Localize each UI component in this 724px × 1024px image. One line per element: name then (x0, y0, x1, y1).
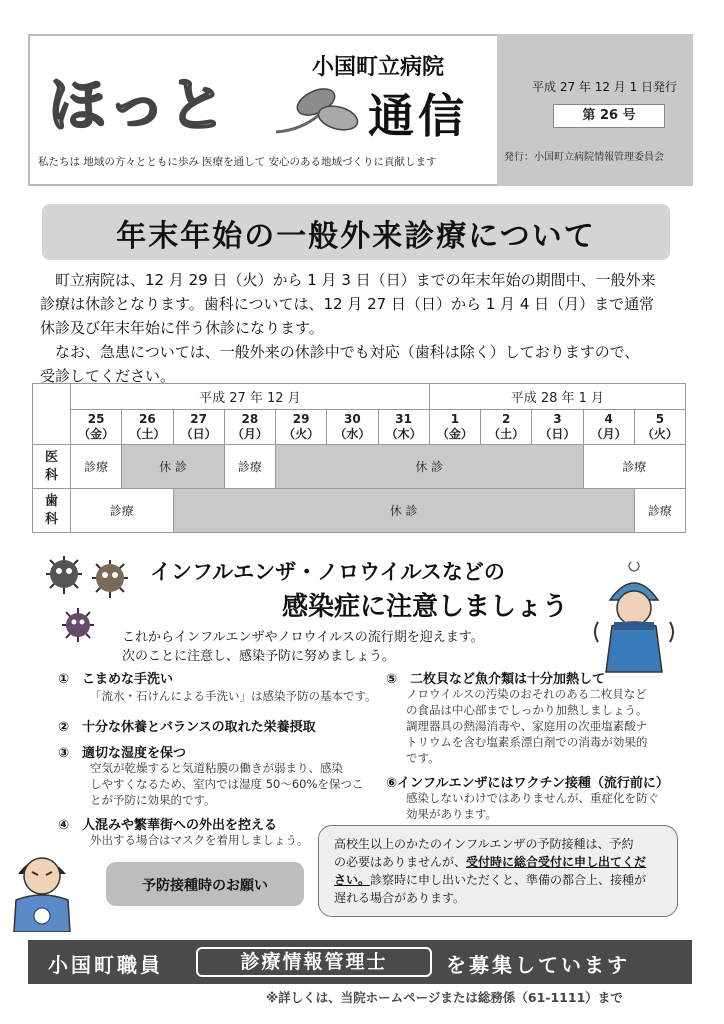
dept-dental: 歯 科 (33, 489, 71, 533)
publisher: 発行：小国町立病院情報管理委員会 (504, 152, 664, 163)
issue-date: 平成 27 年 12 月 1 日発行 (532, 80, 678, 94)
closed-cell: 休 診 (122, 445, 225, 489)
vaccination-label: 予防接種時のお願い (142, 878, 268, 894)
month-header: 平成 27 年 12 月 (71, 384, 430, 410)
tip-body: ノロウイルスの汚染のおそれのある二枚貝など の食品は中心部までしっかり加熱しましょう。 調理器具の熱湯消毒や、家庭用の次亜塩素酸ナ トリウムを含む塩素系漂白剤での消毒が効果的 です。 (406, 687, 648, 765)
newsletter-logo: ほっと (48, 71, 229, 139)
tip-heading: ⑤ 二枚貝など魚介類は十分加熱して (386, 672, 606, 687)
vaccination-text: 高校生以上のかたのインフルエンザの予防接種は、予約 の必要はありませんが、受付時に総合受付に申し出てくだ さい。診察時に申し出いただくと、準備の都合上、接種が 遅れる場合があります。 (334, 837, 647, 905)
article-title: 年末年始の一般外来診療について (116, 219, 596, 254)
paragraph-line: 町立病院は、12 月 29 日（火）から 1 月 3 日（日）までの年末年始の期間中、一般外来 (40, 271, 656, 289)
leaf-icon (272, 84, 364, 140)
recruit-position: 診療情報管理士 (196, 947, 432, 977)
day-header: 26 （土） (122, 410, 173, 445)
corner-cell (33, 384, 71, 445)
month-header: 平成 28 年 1 月 (429, 384, 685, 410)
day-header: 5 （火） (634, 410, 685, 445)
hospital-name: 小国町立病院 (312, 55, 445, 80)
tip-body: 「流水・石けんによる手洗い」は感染予防の基本です。 (90, 689, 377, 703)
paragraph-line: 診療は休診となります。歯科については、12 月 27 日（日）から 1 月 4 日（月）まで通常 (40, 295, 655, 313)
tip-body: 空気が乾燥すると気道粘膜の働きが弱まり、感染 しやすくなるため、室内では湿度 50～60%を保つこ とが予防に効果的です。 (90, 761, 364, 807)
day-header: 30 （水） (327, 410, 378, 445)
cold-person-icon (588, 562, 680, 680)
recruit-text: 小国町職員 (48, 953, 163, 977)
holiday-schedule-table (32, 383, 686, 533)
paragraph-line: なお、急患については、一般外来の休診中でも対応（歯科は除く）しておりますので、 (40, 343, 640, 361)
day-header: 28 （月） (224, 410, 275, 445)
intro-text: これからインフルエンザやノロウイルスの流行期を迎えます。 次のことに注意し、感染予防に努めましょう。 (122, 630, 484, 664)
closed-cell: 休 診 (173, 489, 634, 533)
tip-body: 外出する場合はマスクを着用しましょう。 (90, 833, 309, 847)
open-cell: 診療 (224, 445, 275, 489)
day-header: 4 （月） (583, 410, 634, 445)
closed-cell: 休 診 (276, 445, 584, 489)
day-header: 3 （日） (532, 410, 583, 445)
contact-note: ※詳しくは、当院ホームページまたは総務係（61-1111）まで (266, 990, 623, 1005)
tip-heading: ④ 人混みや繁華街への外出を控える (58, 818, 278, 833)
day-header: 1 （金） (429, 410, 480, 445)
open-cell: 診療 (634, 489, 685, 533)
sick-child-icon (10, 840, 74, 932)
newsletter-name: 通信 (368, 89, 468, 143)
paragraph-line: 休診及び年末年始に伴う休診になります。 (40, 319, 324, 337)
recruit-text: を募集しています (446, 953, 630, 977)
day-header: 25 （金） (71, 410, 122, 445)
day-header: 27 （日） (173, 410, 224, 445)
tip-heading: ③ 適切な湿度を保つ (58, 746, 187, 761)
tip-body: 感染しないわけではありませんが、重症化を防ぐ 効果があります。 (406, 791, 659, 821)
open-cell: 診療 (583, 445, 686, 489)
tip-heading: ② 十分な休養とバランスの取れた栄養摂取 (58, 720, 316, 735)
day-header: 31 （木） (378, 410, 429, 445)
open-cell: 診療 (71, 445, 122, 489)
section-title-main: 感染症に注意しましょう (282, 592, 569, 622)
tip-heading: ① こまめな手洗い (58, 672, 174, 687)
section-title: インフルエンザ・ノロウイルスなどの (150, 560, 505, 584)
issue-number: 第 26 号 (553, 104, 665, 128)
tagline: 私たちは 地域の方々とともに歩み 医療を通して 安心のある地域づくりに貢献します (38, 156, 437, 168)
paragraph-line: 受診してください。 (40, 367, 176, 385)
day-header: 2 （土） (481, 410, 532, 445)
dept-medical: 医 科 (33, 445, 71, 489)
day-header: 29 （火） (276, 410, 327, 445)
open-cell: 診療 (71, 489, 174, 533)
tip-heading: ⑥インフルエンザにはワクチン接種（流行前に） (386, 776, 669, 791)
